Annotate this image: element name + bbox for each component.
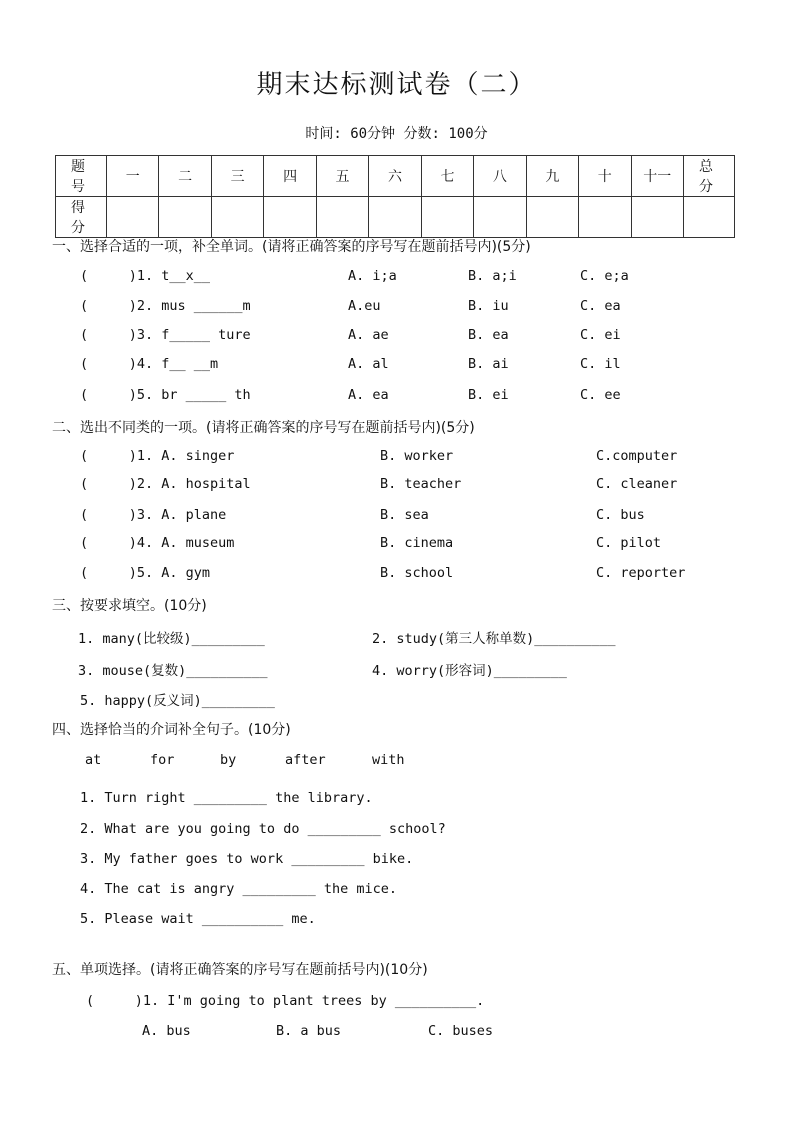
s2-q5-stem: ( )5. A. gym <box>80 565 211 581</box>
s1-q5-option-a: A. ea <box>348 387 389 403</box>
score-header-cell: 七 <box>421 156 473 197</box>
score-header-cell: 十一 <box>631 156 683 197</box>
s1-q4-option-c: C. il <box>580 356 621 372</box>
s3-item-2: 2. study(第三人称单数)__________ <box>372 631 616 647</box>
exam-info: 时间: 60分钟 分数: 100分 <box>305 126 488 142</box>
s1-q3-option-c: C. ei <box>580 327 621 343</box>
s2-q2-option-b: B. teacher <box>380 476 462 492</box>
s3-item-1: 1. many(比较级)_________ <box>78 631 265 647</box>
word-bank-with: with <box>372 752 405 768</box>
score-cell[interactable] <box>631 197 683 238</box>
score-header-cell: 四 <box>264 156 316 197</box>
s5-q1-option-b: B. a bus <box>276 1023 342 1039</box>
score-header-cell: 九 <box>526 156 578 197</box>
score-header-cell: 八 <box>474 156 526 197</box>
s1-q2-option-a: A.eu <box>348 298 381 314</box>
s2-q1-stem: ( )1. A. singer <box>80 448 235 464</box>
score-cell[interactable] <box>316 197 368 238</box>
s4-item-4: 4. The cat is angry _________ the mice. <box>80 881 397 897</box>
s4-item-5: 5. Please wait __________ me. <box>80 911 316 927</box>
section-4-heading: 四、选择恰当的介词补全句子。(10分) <box>52 722 291 738</box>
s2-q2-option-c: C. cleaner <box>596 476 678 492</box>
score-cell[interactable] <box>369 197 421 238</box>
word-bank-after: after <box>285 752 326 768</box>
s2-q5-option-b: B. school <box>380 565 454 581</box>
s2-q4-stem: ( )4. A. museum <box>80 535 235 551</box>
word-bank-by: by <box>220 752 237 768</box>
s1-q5-stem: ( )5. br _____ th <box>80 387 251 403</box>
s2-q1-option-b: B. worker <box>380 448 454 464</box>
score-header-cell: 三 <box>211 156 263 197</box>
score-cell[interactable] <box>211 197 263 238</box>
s1-q1-option-a: A. i;a <box>348 268 397 284</box>
score-table-header-row <box>56 156 735 197</box>
score-cell[interactable] <box>159 197 211 238</box>
s3-item-4: 4. worry(形容词)_________ <box>372 663 567 679</box>
s1-q1-option-c: C. e;a <box>580 268 629 284</box>
s1-q3-option-a: A. ae <box>348 327 389 343</box>
s1-q1-stem: ( )1. t__x__ <box>80 268 211 284</box>
score-header-cell: 题 号 <box>56 156 107 197</box>
score-cell[interactable] <box>579 197 631 238</box>
section-2-heading: 二、选出不同类的一项。(请将正确答案的序号写在题前括号内)(5分) <box>52 420 475 436</box>
word-bank-at: at <box>85 752 102 768</box>
s1-q3-option-b: B. ea <box>468 327 509 343</box>
s1-q4-stem: ( )4. f__ __m <box>80 356 219 372</box>
score-table <box>55 155 735 238</box>
word-bank-for: for <box>150 752 175 768</box>
score-header-cell: 六 <box>369 156 421 197</box>
s5-q1-option-c: C. buses <box>428 1023 494 1039</box>
s1-q2-option-b: B. iu <box>468 298 509 314</box>
s5-q1-option-a: A. bus <box>142 1023 191 1039</box>
score-cell[interactable] <box>684 197 735 238</box>
s4-item-1: 1. Turn right _________ the library. <box>80 790 373 806</box>
score-cell[interactable] <box>526 197 578 238</box>
s1-q4-option-a: A. al <box>348 356 389 372</box>
s2-q1-option-c: C.computer <box>596 448 678 464</box>
score-cell[interactable] <box>421 197 473 238</box>
s5-q1-stem: ( )1. I'm going to plant trees by __________. <box>86 993 485 1009</box>
score-table-score-row <box>56 197 735 238</box>
score-header-cell: 五 <box>316 156 368 197</box>
s2-q5-option-c: C. reporter <box>596 565 686 581</box>
score-cell[interactable] <box>107 197 159 238</box>
s3-item-5: 5. happy(反义词)_________ <box>80 693 275 709</box>
s2-q3-option-b: B. sea <box>380 507 429 523</box>
score-header-cell: 总 分 <box>684 156 735 197</box>
s4-item-3: 3. My father goes to work _________ bike. <box>80 851 414 867</box>
score-cell[interactable] <box>264 197 316 238</box>
s1-q1-option-b: B. a;i <box>468 268 517 284</box>
s1-q5-option-b: B. ei <box>468 387 509 403</box>
s1-q4-option-b: B. ai <box>468 356 509 372</box>
score-cell[interactable] <box>474 197 526 238</box>
section-5-heading: 五、单项选择。(请将正确答案的序号写在题前括号内)(10分) <box>52 962 428 978</box>
s2-q4-option-c: C. pilot <box>596 535 662 551</box>
s2-q4-option-b: B. cinema <box>380 535 454 551</box>
score-header-cell: 十 <box>579 156 631 197</box>
section-1-heading: 一、选择合适的一项，补全单词。(请将正确答案的序号写在题前括号内)(5分) <box>52 239 531 255</box>
s1-q5-option-c: C. ee <box>580 387 621 403</box>
s2-q3-stem: ( )3. A. plane <box>80 507 227 523</box>
s3-item-3: 3. mouse(复数)__________ <box>78 663 268 679</box>
s2-q3-option-c: C. bus <box>596 507 645 523</box>
section-3-heading: 三、按要求填空。(10分) <box>52 598 207 614</box>
score-header-cell: 二 <box>159 156 211 197</box>
score-header-cell: 一 <box>107 156 159 197</box>
page-title: 期末达标测试卷（二） <box>256 70 537 100</box>
s1-q3-stem: ( )3. f_____ ture <box>80 327 251 343</box>
s4-item-2: 2. What are you going to do _________ school? <box>80 821 446 837</box>
s1-q2-option-c: C. ea <box>580 298 621 314</box>
s2-q2-stem: ( )2. A. hospital <box>80 476 251 492</box>
score-row-label: 得 分 <box>56 197 107 238</box>
s1-q2-stem: ( )2. mus ______m <box>80 298 251 314</box>
